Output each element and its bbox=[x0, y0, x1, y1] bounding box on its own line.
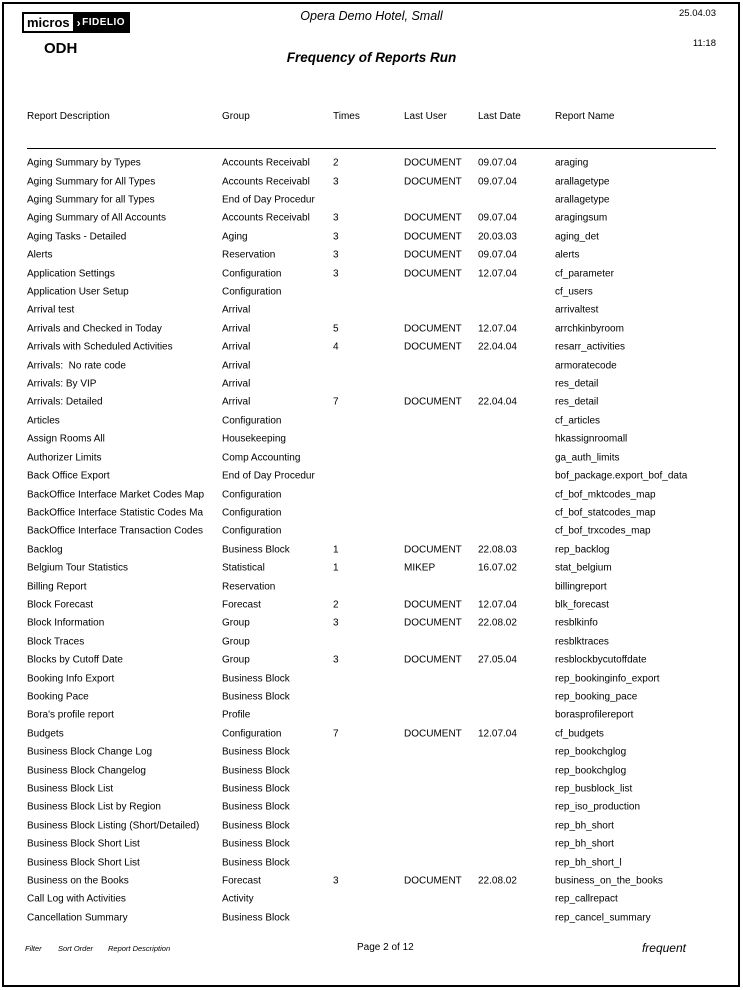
report-name-cell: business_on_the_books bbox=[555, 875, 663, 887]
micros-logo-text: micros bbox=[22, 12, 75, 33]
times-cell: 7 bbox=[333, 728, 339, 740]
table-row bbox=[0, 504, 743, 522]
report-name-cell: stat_belgium bbox=[555, 562, 612, 574]
report-name-cell: blk_forecast bbox=[555, 599, 609, 611]
table-row bbox=[0, 191, 743, 209]
last-date-cell: 16.07.02 bbox=[478, 562, 517, 574]
sort-order-label: Sort Order bbox=[58, 944, 94, 953]
table-row bbox=[0, 412, 743, 430]
times-cell: 3 bbox=[333, 212, 339, 224]
times-cell: 3 bbox=[333, 231, 339, 243]
report-name-cell: aragingsum bbox=[555, 212, 608, 224]
report-description-cell: BackOffice Interface Transaction Codes bbox=[27, 525, 204, 537]
report-description-cell: Booking Info Export bbox=[27, 673, 115, 685]
last-date-cell: 09.07.04 bbox=[478, 249, 517, 261]
group-cell: Configuration bbox=[222, 489, 282, 501]
table-body bbox=[0, 154, 743, 927]
last-user-cell: DOCUMENT bbox=[404, 599, 462, 611]
last-user-cell: DOCUMENT bbox=[404, 341, 462, 353]
group-cell: Reservation bbox=[222, 249, 276, 261]
group-cell: Arrival bbox=[222, 341, 251, 353]
report-name-cell: rep_bh_short bbox=[555, 838, 614, 850]
report-name-cell: rep_backlog bbox=[555, 544, 610, 556]
last-user-cell: DOCUMENT bbox=[404, 212, 462, 224]
table-row bbox=[0, 890, 743, 908]
report-name-cell: cf_articles bbox=[555, 415, 601, 427]
group-cell: Business Block bbox=[222, 801, 290, 813]
table-row bbox=[0, 522, 743, 540]
group-cell: Business Block bbox=[222, 746, 290, 758]
report-name-cell: araging bbox=[555, 157, 589, 169]
report-description-cell: Arrivals: By VIP bbox=[27, 378, 97, 390]
group-cell: Group bbox=[222, 617, 250, 629]
last-user-cell: DOCUMENT bbox=[404, 231, 462, 243]
report-description-cell: Blocks by Cutoff Date bbox=[27, 654, 123, 666]
table-row bbox=[0, 320, 743, 338]
report-description-cell: Aging Summary of All Accounts bbox=[27, 212, 166, 224]
times-cell: 3 bbox=[333, 654, 339, 666]
table-row bbox=[0, 541, 743, 559]
last-date-cell: 12.07.04 bbox=[478, 599, 517, 611]
table-row bbox=[0, 817, 743, 835]
report-name-cell: ga_auth_limits bbox=[555, 452, 620, 464]
table-row bbox=[0, 264, 743, 282]
property-code: ODH bbox=[44, 40, 78, 57]
report-name-cell: resblktraces bbox=[555, 636, 609, 648]
logo-arrow-icon: › bbox=[76, 15, 82, 30]
report-name-cell: cf_bof_trxcodes_map bbox=[555, 525, 651, 537]
report-name-cell: rep_callrepact bbox=[555, 893, 618, 905]
table-row bbox=[0, 596, 743, 614]
report-name-cell: rep_bookchglog bbox=[555, 746, 627, 758]
report-description-cell: Business Block Change Log bbox=[27, 746, 153, 758]
table-column-headers bbox=[0, 111, 743, 125]
group-cell: Statistical bbox=[222, 562, 265, 574]
report-name-cell: cf_budgets bbox=[555, 728, 604, 740]
group-cell: Business Block bbox=[222, 783, 290, 795]
report-time: 11:18 bbox=[692, 38, 716, 49]
group-cell: Configuration bbox=[222, 415, 282, 427]
report-description-cell: Arrivals with Scheduled Activities bbox=[27, 341, 173, 353]
report-description-cell: Block Information bbox=[27, 617, 105, 629]
report-description-cell: Block Forecast bbox=[27, 599, 94, 611]
fidelio-label: FIDELIO bbox=[82, 17, 126, 28]
report-name-cell: resblkinfo bbox=[555, 617, 598, 629]
table-row bbox=[0, 375, 743, 393]
report-name-cell: arrchkinbyroom bbox=[555, 323, 624, 335]
last-user-cell: DOCUMENT bbox=[404, 323, 462, 335]
report-description-cell: Cancellation Summary bbox=[27, 912, 128, 924]
report-name-cell: rep_bookinginfo_export bbox=[555, 673, 660, 685]
table-row bbox=[0, 485, 743, 503]
last-user-cell: DOCUMENT bbox=[404, 176, 462, 188]
report-description-cell: Business Block List by Region bbox=[27, 801, 161, 813]
column-header-times: Times bbox=[333, 111, 360, 122]
table-row bbox=[0, 835, 743, 853]
table-row bbox=[0, 761, 743, 779]
group-cell: Profile bbox=[222, 709, 251, 721]
last-user-cell: DOCUMENT bbox=[404, 875, 462, 887]
table-row bbox=[0, 798, 743, 816]
column-header-group: Group bbox=[222, 111, 250, 122]
report-description-cell: Application User Setup bbox=[27, 286, 129, 298]
last-user-cell: DOCUMENT bbox=[404, 728, 462, 740]
report-description-cell: Business Block Short List bbox=[27, 857, 140, 869]
table-row bbox=[0, 633, 743, 651]
page-footer bbox=[0, 941, 743, 961]
group-cell: Aging bbox=[222, 231, 248, 243]
group-cell: End of Day Procedur bbox=[222, 470, 315, 482]
report-name-cell: arallagetype bbox=[555, 194, 610, 206]
times-cell: 3 bbox=[333, 176, 339, 188]
group-cell: Business Block bbox=[222, 673, 290, 685]
hotel-name: Opera Demo Hotel, Small bbox=[300, 9, 443, 23]
group-cell: Accounts Receivabl bbox=[222, 212, 310, 224]
report-description-cell: Arrivals: No rate code bbox=[27, 360, 126, 372]
table-row bbox=[0, 209, 743, 227]
times-cell: 4 bbox=[333, 341, 339, 353]
header-divider-line bbox=[27, 148, 716, 149]
report-description-cell: Business Block Changelog bbox=[27, 765, 146, 777]
last-user-cell: DOCUMENT bbox=[404, 249, 462, 261]
group-cell: Configuration bbox=[222, 286, 282, 298]
group-cell: Configuration bbox=[222, 268, 282, 280]
report-description-cell: Budgets bbox=[27, 728, 64, 740]
table-row bbox=[0, 614, 743, 632]
table-row bbox=[0, 356, 743, 374]
last-user-cell: DOCUMENT bbox=[404, 654, 462, 666]
group-cell: Arrival bbox=[222, 323, 251, 335]
group-cell: Business Block bbox=[222, 857, 290, 869]
last-user-cell: DOCUMENT bbox=[404, 157, 462, 169]
group-cell: Group bbox=[222, 636, 250, 648]
report-name-cell: rep_booking_pace bbox=[555, 691, 638, 703]
report-name-cell: rep_iso_production bbox=[555, 801, 641, 813]
table-row bbox=[0, 393, 743, 411]
last-date-cell: 22.08.02 bbox=[478, 617, 517, 629]
group-cell: Arrival bbox=[222, 378, 251, 390]
report-name-cell: aging_det bbox=[555, 231, 599, 243]
report-description-cell: BackOffice Interface Statistic Codes Ma bbox=[27, 507, 204, 519]
report-description-cell: Business on the Books bbox=[27, 875, 129, 887]
last-user-cell: MIKEP bbox=[404, 562, 436, 574]
group-cell: Business Block bbox=[222, 765, 290, 777]
group-cell: Housekeeping bbox=[222, 433, 286, 445]
last-user-cell: DOCUMENT bbox=[404, 617, 462, 629]
table-row bbox=[0, 467, 743, 485]
table-row bbox=[0, 283, 743, 301]
report-description-cell: Booking Pace bbox=[27, 691, 89, 703]
report-name-cell: borasprofilereport bbox=[555, 709, 634, 721]
group-cell: Configuration bbox=[222, 728, 282, 740]
report-description-cell: Arrival test bbox=[27, 304, 75, 316]
report-name-cell: resarr_activities bbox=[555, 341, 626, 353]
report-description-cell: Articles bbox=[27, 415, 60, 427]
group-cell: Arrival bbox=[222, 304, 251, 316]
group-cell: Business Block bbox=[222, 820, 290, 832]
last-date-cell: 09.07.04 bbox=[478, 212, 517, 224]
times-cell: 2 bbox=[333, 599, 339, 611]
report-description-cell: Business Block Listing (Short/Detailed) bbox=[27, 820, 200, 832]
times-cell: 3 bbox=[333, 875, 339, 887]
table-row bbox=[0, 706, 743, 724]
last-user-cell: DOCUMENT bbox=[404, 268, 462, 280]
last-date-cell: 22.08.03 bbox=[478, 544, 517, 556]
report-description-cell: Aging Summary for All Types bbox=[27, 176, 156, 188]
report-title: Frequency of Reports Run bbox=[286, 50, 457, 65]
report-description-cell: Application Settings bbox=[27, 268, 115, 280]
sort-order-value: Report Description bbox=[108, 944, 171, 953]
report-file-name: frequent bbox=[641, 941, 686, 955]
report-name-cell: arrivaltest bbox=[555, 304, 599, 316]
table-row bbox=[0, 154, 743, 172]
table-row bbox=[0, 577, 743, 595]
table-row bbox=[0, 172, 743, 190]
table-row bbox=[0, 909, 743, 927]
table-row bbox=[0, 301, 743, 319]
group-cell: Activity bbox=[222, 893, 254, 905]
report-description-cell: Assign Rooms All bbox=[27, 433, 105, 445]
report-description-cell: Billing Report bbox=[27, 581, 87, 593]
times-cell: 3 bbox=[333, 617, 339, 629]
times-cell: 3 bbox=[333, 249, 339, 261]
report-name-cell: rep_bh_short bbox=[555, 820, 614, 832]
report-description-cell: Bora's profile report bbox=[27, 709, 114, 721]
group-cell: Reservation bbox=[222, 581, 276, 593]
column-header-last-user: Last User bbox=[404, 111, 447, 122]
report-name-cell: cf_bof_mktcodes_map bbox=[555, 489, 656, 501]
report-description-cell: Call Log with Activities bbox=[27, 893, 126, 905]
column-header-report-description: Report Description bbox=[27, 111, 110, 122]
table-row bbox=[0, 651, 743, 669]
last-date-cell: 12.07.04 bbox=[478, 268, 517, 280]
group-cell: Business Block bbox=[222, 544, 290, 556]
group-cell: Accounts Receivabl bbox=[222, 157, 310, 169]
report-description-cell: Back Office Export bbox=[27, 470, 110, 482]
group-cell: Arrival bbox=[222, 396, 251, 408]
report-name-cell: cf_bof_statcodes_map bbox=[555, 507, 656, 519]
report-description-cell: Arrivals: Detailed bbox=[27, 396, 103, 408]
report-description-cell: Aging Summary by Types bbox=[27, 157, 141, 169]
last-date-cell: 12.07.04 bbox=[478, 728, 517, 740]
report-description-cell: Business Block Short List bbox=[27, 838, 140, 850]
times-cell: 3 bbox=[333, 268, 339, 280]
group-cell: Business Block bbox=[222, 691, 290, 703]
report-description-cell: Arrivals and Checked in Today bbox=[27, 323, 162, 335]
table-row bbox=[0, 449, 743, 467]
report-description-cell: Backlog bbox=[27, 544, 63, 556]
last-date-cell: 22.08.02 bbox=[478, 875, 517, 887]
group-cell: Configuration bbox=[222, 525, 282, 537]
times-cell: 7 bbox=[333, 396, 339, 408]
group-cell: Business Block bbox=[222, 838, 290, 850]
report-name-cell: cf_parameter bbox=[555, 268, 614, 280]
group-cell: Forecast bbox=[222, 875, 261, 887]
report-description-cell: Belgium Tour Statistics bbox=[27, 562, 128, 574]
table-row bbox=[0, 725, 743, 743]
group-cell: End of Day Procedur bbox=[222, 194, 315, 206]
report-name-cell: rep_bh_short_l bbox=[555, 857, 622, 869]
times-cell: 1 bbox=[333, 562, 339, 574]
last-date-cell: 27.05.04 bbox=[478, 654, 517, 666]
report-name-cell: alerts bbox=[555, 249, 580, 261]
group-cell: Forecast bbox=[222, 599, 261, 611]
group-cell: Configuration bbox=[222, 507, 282, 519]
report-name-cell: arallagetype bbox=[555, 176, 610, 188]
last-user-cell: DOCUMENT bbox=[404, 544, 462, 556]
report-name-cell: res_detail bbox=[555, 396, 599, 408]
report-description-cell: Alerts bbox=[27, 249, 53, 261]
group-cell: Arrival bbox=[222, 360, 251, 372]
report-description-cell: Block Traces bbox=[27, 636, 85, 648]
report-name-cell: res_detail bbox=[555, 378, 599, 390]
filter-label: Filter bbox=[25, 944, 42, 953]
group-cell: Comp Accounting bbox=[222, 452, 301, 464]
report-name-cell: rep_cancel_summary bbox=[555, 912, 651, 924]
report-date: 25.04.03 bbox=[679, 8, 716, 19]
last-date-cell: 12.07.04 bbox=[478, 323, 517, 335]
report-name-cell: rep_busblock_list bbox=[555, 783, 633, 795]
times-cell: 1 bbox=[333, 544, 339, 556]
last-date-cell: 09.07.04 bbox=[478, 157, 517, 169]
table-row bbox=[0, 872, 743, 890]
report-description-cell: Aging Summary for all Types bbox=[27, 194, 155, 206]
table-row bbox=[0, 688, 743, 706]
table-row bbox=[0, 246, 743, 264]
page-indicator: Page 2 of 12 bbox=[357, 942, 414, 953]
report-description-cell: BackOffice Interface Market Codes Map bbox=[27, 489, 205, 501]
report-name-cell: resblockbycutoffdate bbox=[555, 654, 647, 666]
group-cell: Group bbox=[222, 654, 250, 666]
last-date-cell: 22.04.04 bbox=[478, 341, 517, 353]
report-description-cell: Authorizer Limits bbox=[27, 452, 102, 464]
report-name-cell: cf_users bbox=[555, 286, 593, 298]
table-row bbox=[0, 430, 743, 448]
group-cell: Business Block bbox=[222, 912, 290, 924]
report-name-cell: hkassignroomall bbox=[555, 433, 628, 445]
times-cell: 2 bbox=[333, 157, 339, 169]
report-name-cell: rep_bookchglog bbox=[555, 765, 627, 777]
report-description-cell: Aging Tasks - Detailed bbox=[27, 231, 127, 243]
last-date-cell: 09.07.04 bbox=[478, 176, 517, 188]
table-row bbox=[0, 338, 743, 356]
table-row bbox=[0, 559, 743, 577]
table-row bbox=[0, 780, 743, 798]
table-row bbox=[0, 228, 743, 246]
table-row bbox=[0, 669, 743, 687]
last-date-cell: 20.03.03 bbox=[478, 231, 517, 243]
column-header-report-name: Report Name bbox=[555, 111, 615, 122]
last-date-cell: 22.04.04 bbox=[478, 396, 517, 408]
report-name-cell: bof_package.export_bof_data bbox=[555, 470, 688, 482]
column-header-last-date: Last Date bbox=[478, 111, 521, 122]
report-name-cell: armoratecode bbox=[555, 360, 617, 372]
last-user-cell: DOCUMENT bbox=[404, 396, 462, 408]
report-name-cell: billingreport bbox=[555, 581, 607, 593]
report-description-cell: Business Block List bbox=[27, 783, 114, 795]
group-cell: Accounts Receivabl bbox=[222, 176, 310, 188]
times-cell: 5 bbox=[333, 323, 339, 335]
table-row bbox=[0, 743, 743, 761]
table-row bbox=[0, 853, 743, 871]
